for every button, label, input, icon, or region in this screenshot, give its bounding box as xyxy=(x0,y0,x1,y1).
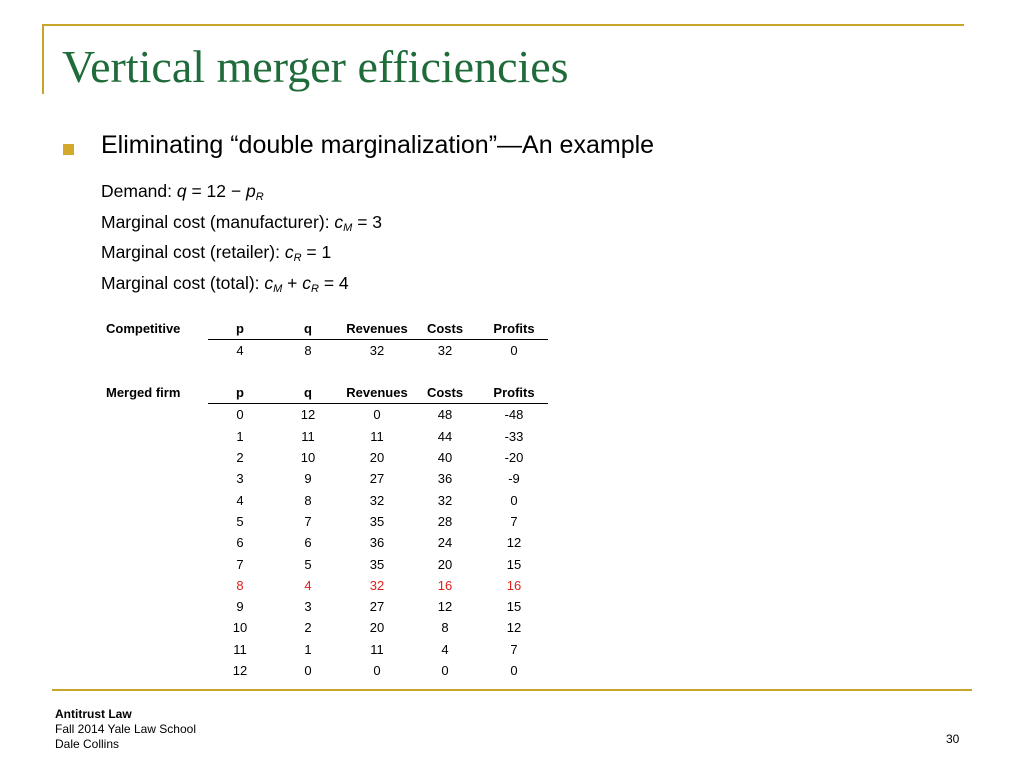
mc-retailer-line xyxy=(101,242,331,264)
row-label-empty xyxy=(100,553,208,574)
cell-revenues: 35 xyxy=(369,513,385,529)
cell-profits: -20 xyxy=(504,450,524,466)
row-label-empty xyxy=(100,511,208,532)
cell-revenues: 20 xyxy=(369,450,385,466)
cell-costs: 32 xyxy=(437,492,453,508)
demand-line xyxy=(101,181,264,203)
left-rule xyxy=(42,24,44,94)
header-costs: Costs xyxy=(410,382,480,404)
cell-revenues: 11 xyxy=(370,641,384,657)
cell-costs: 12 xyxy=(437,599,453,615)
cell-profits: -33 xyxy=(504,428,524,444)
cell-profits: 7 xyxy=(510,513,518,529)
table-row xyxy=(100,639,548,660)
cell-revenues: 35 xyxy=(369,556,385,572)
slide-title: Vertical merger efficiencies xyxy=(62,41,569,92)
row-label-empty xyxy=(100,447,208,468)
cell-revenues: 0 xyxy=(373,663,381,678)
cell-p: 9 xyxy=(236,599,244,615)
cell-q: 4 xyxy=(304,577,312,593)
header-p: p xyxy=(208,318,272,340)
page-number: 30 xyxy=(946,732,960,746)
cell-q: 11 xyxy=(301,428,315,444)
footer-course: Antitrust Law xyxy=(55,707,132,721)
cell-revenues: 0 xyxy=(373,407,381,423)
cell-q: 10 xyxy=(300,450,316,466)
table-header-row xyxy=(100,318,548,340)
header-profits: Profits xyxy=(480,382,548,404)
row-label-empty xyxy=(100,596,208,617)
bullet-square-icon xyxy=(63,144,74,155)
cell-q: 8 xyxy=(304,343,312,359)
cell-q: 5 xyxy=(304,556,312,572)
cell-p: 0 xyxy=(236,407,244,423)
header-costs: Costs xyxy=(410,318,480,340)
cell-q: 1 xyxy=(304,641,312,657)
table-row xyxy=(100,575,548,596)
demand-p-sub: R xyxy=(255,191,264,203)
cell-profits: 7 xyxy=(510,641,518,657)
cell-q: 9 xyxy=(304,471,312,487)
table-row xyxy=(100,596,548,617)
cell-q: 0 xyxy=(304,663,312,678)
header-q: q xyxy=(272,318,344,340)
cell-revenues: 27 xyxy=(369,599,385,615)
cell-profits: 0 xyxy=(510,492,518,508)
merged-table-body xyxy=(100,404,548,681)
header-profits: Profits xyxy=(480,318,548,340)
row-label-empty xyxy=(100,660,208,681)
mc-t-label: Marginal cost (total): xyxy=(101,273,265,293)
row-label-empty xyxy=(100,617,208,638)
row-label-empty xyxy=(100,532,208,553)
mc-m-c: c xyxy=(334,212,344,232)
cell-costs: 32 xyxy=(437,343,453,359)
cell-p: 11 xyxy=(233,641,247,657)
merged-firm-table xyxy=(100,382,548,681)
demand-q: q xyxy=(176,181,187,201)
cell-p: 4 xyxy=(236,492,244,508)
mc-t-c1: c xyxy=(264,273,274,293)
cell-costs: 48 xyxy=(437,407,453,423)
cell-p: 1 xyxy=(236,428,244,444)
cell-revenues: 20 xyxy=(369,620,385,636)
mc-r-c: c xyxy=(284,242,294,262)
cell-p: 8 xyxy=(236,577,244,593)
cell-q: 6 xyxy=(304,535,312,551)
merged-label: Merged firm xyxy=(106,385,181,401)
table-row xyxy=(100,617,548,638)
cell-p: 3 xyxy=(236,471,244,487)
cell-p: 6 xyxy=(236,535,244,551)
mc-t-sub1: M xyxy=(273,283,283,295)
header-revenues: Revenues xyxy=(344,318,410,340)
row-label-empty xyxy=(100,340,208,362)
header-q: q xyxy=(272,382,344,404)
competitive-table xyxy=(100,318,548,362)
cell-costs: 28 xyxy=(437,513,453,529)
footer-author: Dale Collins xyxy=(55,737,120,751)
row-label-empty xyxy=(100,575,208,596)
mc-m-label: Marginal cost (manufacturer): xyxy=(101,212,335,232)
cell-costs: 24 xyxy=(437,535,453,551)
row-label-empty xyxy=(100,404,208,426)
header-p: p xyxy=(208,382,272,404)
footer-rule xyxy=(52,689,972,691)
row-label-empty xyxy=(100,639,208,660)
mc-m-val: = 3 xyxy=(352,212,383,232)
cell-q: 8 xyxy=(304,492,312,508)
cell-q: 7 xyxy=(304,513,312,529)
demand-rhs: = 12 − xyxy=(186,181,246,201)
cell-p: 4 xyxy=(236,343,244,359)
cell-revenues: 32 xyxy=(369,343,385,359)
cell-p: 7 xyxy=(236,556,244,572)
cell-revenues: 11 xyxy=(370,428,384,444)
cell-q: 2 xyxy=(304,620,312,636)
cell-p: 10 xyxy=(232,620,248,636)
cell-profits: -9 xyxy=(508,471,520,487)
demand-p: p xyxy=(245,181,256,201)
mc-r-label: Marginal cost (retailer): xyxy=(101,242,285,262)
cell-p: 2 xyxy=(236,450,244,466)
table-row xyxy=(100,532,548,553)
cell-p: 12 xyxy=(232,663,248,678)
cell-q: 12 xyxy=(300,407,316,423)
top-rule xyxy=(42,24,964,26)
footer-term: Fall 2014 Yale Law School xyxy=(55,722,196,736)
cell-costs: 4 xyxy=(441,641,449,657)
mc-r-sub: R xyxy=(293,252,302,264)
table-row xyxy=(100,511,548,532)
mc-t-val: = 4 xyxy=(318,273,349,293)
competitive-label: Competitive xyxy=(106,321,181,337)
table-row xyxy=(100,404,548,426)
cell-profits: 16 xyxy=(506,577,522,593)
table-row xyxy=(100,447,548,468)
table-row xyxy=(100,426,548,447)
mc-total-line xyxy=(101,273,349,295)
cell-revenues: 27 xyxy=(369,471,385,487)
cell-profits: 0 xyxy=(510,663,518,678)
cell-costs: 44 xyxy=(437,428,453,444)
cell-costs: 20 xyxy=(437,556,453,572)
cell-costs: 0 xyxy=(441,663,449,678)
cell-profits: 15 xyxy=(506,556,522,572)
cell-q: 3 xyxy=(304,599,312,615)
demand-label: Demand: xyxy=(101,181,177,201)
cell-revenues: 32 xyxy=(369,577,385,593)
cell-costs: 36 xyxy=(437,471,453,487)
row-label-empty xyxy=(100,489,208,510)
cell-profits: 15 xyxy=(506,599,522,615)
mc-t-plus: + xyxy=(282,273,303,293)
cell-costs: 8 xyxy=(441,620,449,636)
cell-revenues: 36 xyxy=(369,535,385,551)
cell-revenues: 32 xyxy=(369,492,385,508)
table-header-row xyxy=(100,382,548,404)
cell-costs: 16 xyxy=(437,577,453,593)
cell-profits: 12 xyxy=(506,620,522,636)
bullet-text: Eliminating “double marginalization”—An example xyxy=(101,131,655,159)
cell-profits: 12 xyxy=(506,535,522,551)
header-revenues: Revenues xyxy=(344,382,410,404)
row-label-empty xyxy=(100,468,208,489)
mc-m-sub: M xyxy=(343,222,353,234)
cell-profits: 0 xyxy=(510,343,518,359)
table-row xyxy=(100,340,548,362)
cell-costs: 40 xyxy=(437,450,453,466)
table-row xyxy=(100,468,548,489)
mc-t-sub2: R xyxy=(311,283,319,295)
mc-r-val: = 1 xyxy=(301,242,332,262)
cell-profits: -48 xyxy=(504,407,524,423)
mc-manufacturer-line xyxy=(101,212,382,234)
table-row xyxy=(100,489,548,510)
cell-p: 5 xyxy=(236,513,244,529)
mc-t-c2: c xyxy=(302,273,312,293)
row-label-empty xyxy=(100,426,208,447)
table-row xyxy=(100,553,548,574)
table-row xyxy=(100,660,548,681)
